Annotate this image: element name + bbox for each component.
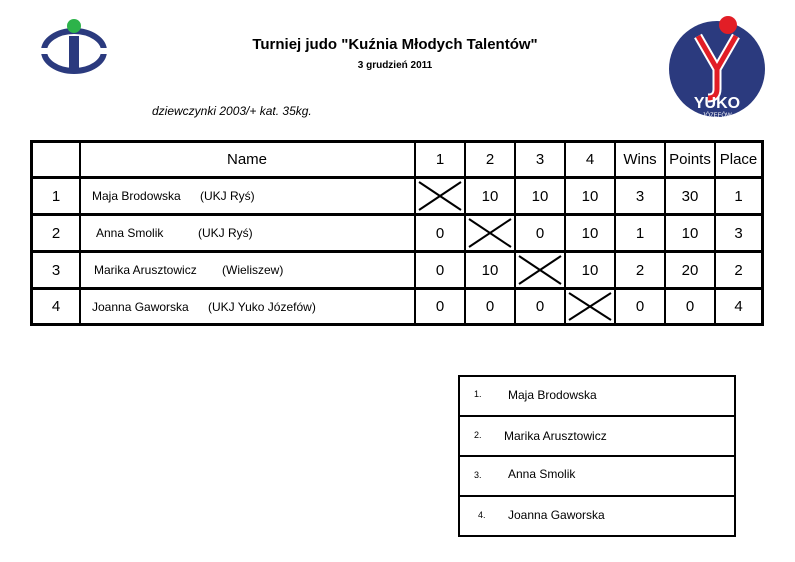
wins-cell: 2 bbox=[635, 261, 645, 279]
ranking-position: 3. bbox=[474, 470, 482, 480]
competitor-name: Anna Smolik bbox=[96, 226, 164, 240]
header-opponent-3: 3 bbox=[535, 151, 545, 168]
competitor-club: (UKJ Ryś) bbox=[200, 189, 255, 203]
competitor-club: (UKJ Ryś) bbox=[198, 226, 253, 240]
score-cell: 0 bbox=[535, 298, 545, 315]
category-label: dziewczynki 2003/+ kat. 35kg. bbox=[152, 104, 312, 118]
row-number: 2 bbox=[51, 224, 61, 242]
ranking-position: 2. bbox=[474, 430, 482, 440]
score-cell: 0 bbox=[435, 224, 445, 242]
header-wins: Wins bbox=[623, 151, 657, 168]
competitor-club: (UKJ Yuko Józefów) bbox=[208, 299, 316, 314]
competitor-name: Maja Brodowska bbox=[92, 189, 181, 203]
header-opponent-4: 4 bbox=[585, 151, 595, 168]
ranking-position: 1. bbox=[474, 389, 482, 399]
ranking-divider bbox=[458, 455, 736, 457]
row-number: 1 bbox=[51, 187, 61, 205]
score-cell: 10 bbox=[531, 187, 549, 205]
row-number: 3 bbox=[51, 261, 61, 279]
header-opponent-2: 2 bbox=[485, 151, 495, 168]
tournament-date: 3 grudzień 2011 bbox=[357, 60, 433, 71]
ranking-position: 4. bbox=[478, 510, 486, 520]
ranking-name: Joanna Gaworska bbox=[508, 508, 605, 522]
score-cell: 0 bbox=[535, 224, 545, 242]
place-cell: 3 bbox=[734, 224, 743, 242]
header-place: Place bbox=[719, 151, 758, 168]
points-cell: 20 bbox=[681, 261, 699, 279]
ranking-divider bbox=[458, 415, 736, 417]
score-cell: 10 bbox=[481, 261, 499, 279]
self-match-cross-icon bbox=[466, 216, 514, 250]
score-cell: 0 bbox=[435, 298, 445, 315]
points-cell: 30 bbox=[681, 187, 699, 205]
header-opponent-1: 1 bbox=[435, 151, 445, 168]
score-cell: 10 bbox=[581, 261, 599, 279]
circle-i-logo-icon bbox=[40, 18, 108, 76]
results-table bbox=[30, 140, 764, 326]
self-match-cross-icon bbox=[416, 179, 464, 213]
header-name: Name bbox=[226, 151, 267, 168]
ranking-name: Maja Brodowska bbox=[508, 388, 597, 402]
points-cell: 0 bbox=[685, 298, 695, 315]
competitor-club: (Wieliszew) bbox=[222, 263, 284, 277]
score-cell: 10 bbox=[581, 224, 599, 242]
ranking-divider bbox=[458, 495, 736, 497]
ranking-name: Marika Arusztowicz bbox=[504, 429, 607, 443]
points-cell: 10 bbox=[681, 224, 699, 242]
self-match-cross-icon bbox=[566, 290, 614, 323]
ranking-name: Anna Smolik bbox=[508, 467, 576, 481]
header-points: Points bbox=[669, 151, 711, 168]
self-match-cross-icon bbox=[516, 253, 564, 287]
wins-cell: 0 bbox=[635, 298, 645, 315]
row-number: 4 bbox=[51, 298, 61, 315]
tournament-title: Turniej judo "Kuźnia Młodych Talentów" bbox=[252, 36, 538, 53]
final-ranking-box bbox=[458, 375, 736, 537]
competitor-name: Marika Arusztowicz bbox=[94, 263, 197, 277]
score-cell: 0 bbox=[485, 298, 495, 315]
wins-cell: 1 bbox=[635, 224, 645, 242]
place-cell: 2 bbox=[734, 261, 743, 279]
score-cell: 10 bbox=[581, 187, 599, 205]
place-cell: 1 bbox=[734, 187, 743, 205]
competitor-name: Joanna Gaworska bbox=[92, 299, 189, 314]
score-cell: 0 bbox=[435, 261, 445, 279]
wins-cell: 3 bbox=[635, 187, 645, 205]
score-cell: 10 bbox=[481, 187, 499, 205]
place-cell: 4 bbox=[734, 298, 743, 315]
yuko-club-logo-icon bbox=[668, 14, 766, 120]
svg-text:JÓZEFÓW: JÓZEFÓW bbox=[702, 113, 732, 119]
svg-text:YUKO: YUKO bbox=[693, 95, 741, 112]
